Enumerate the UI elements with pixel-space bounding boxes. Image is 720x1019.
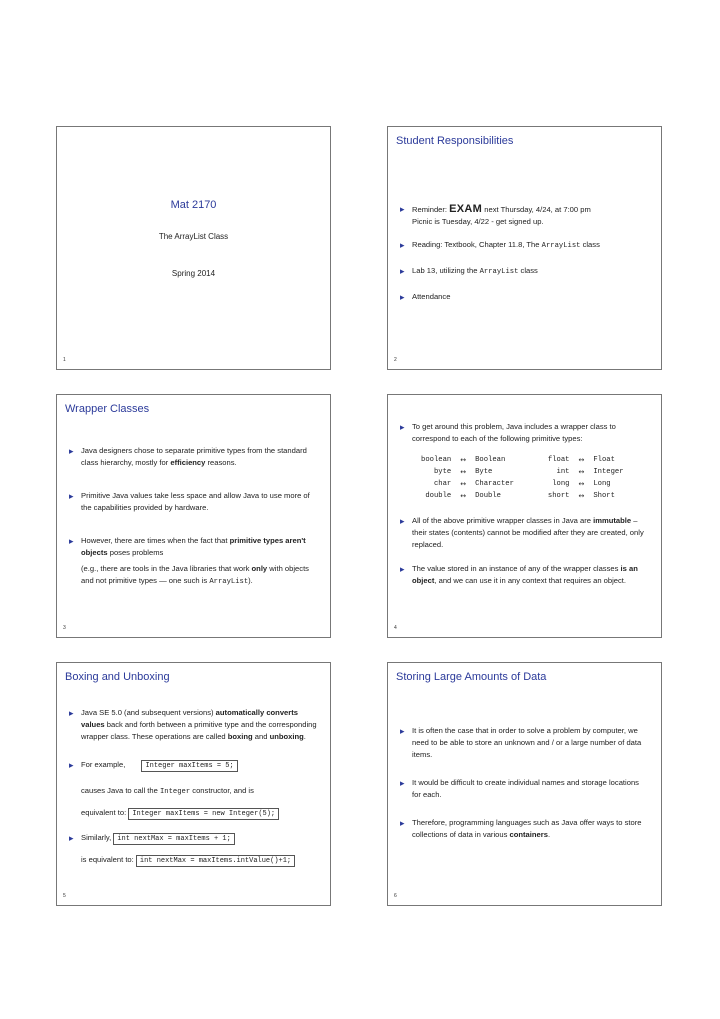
table-cell: double <box>425 492 452 500</box>
bullet-item: ▸ However, there are times when the fact that primitive types aren't objects poses problems (e.g., there are tools in the Java libraries that work only with objects and not primitive types — one such is ArrayList). <box>67 535 318 588</box>
column-gap <box>517 478 545 490</box>
table-cell: long <box>552 480 570 488</box>
table-row <box>418 466 627 478</box>
exam-label: EXAM <box>449 203 483 215</box>
table-cell: Double <box>475 492 501 500</box>
slide-5 <box>56 662 331 906</box>
bullet-list <box>398 203 649 303</box>
bullet-item: ▸ Similarly, int nextMax = maxItems + 1; is equivalent to: int nextMax = maxItems.intValue()+1; <box>67 832 318 867</box>
slide-3 <box>56 394 331 638</box>
slide-number: 5 <box>63 893 66 899</box>
term-label: Spring 2014 <box>171 269 216 278</box>
bullet-list <box>67 707 318 867</box>
table-cell: Integer <box>593 468 624 476</box>
column-gap <box>517 490 545 502</box>
table-row <box>418 478 627 490</box>
slide-number: 2 <box>394 357 397 363</box>
table-row <box>418 454 627 466</box>
code-box: int nextMax = maxItems.intValue()+1; <box>136 855 295 867</box>
arrow-glyph: ↔ <box>578 456 585 464</box>
slide-number: 1 <box>63 357 66 363</box>
arrow-glyph: ↔ <box>578 480 585 488</box>
arrow-glyph: ↔ <box>460 492 467 500</box>
bullet-item: ▸ It is often the case that in order to solve a problem by computer, we need to be able to store an unknown and / or a large number of data items. <box>398 725 649 761</box>
table-cell: Character <box>475 480 514 488</box>
slide-number: 4 <box>394 625 397 631</box>
table-cell: Boolean <box>475 456 506 464</box>
bullet-item: ▸ Java designers chose to separate primitive types from the standard class hierarchy, mostly for efficiency reasons. <box>67 445 318 469</box>
bullet-item: ▸ Primitive Java values take less space and allow Java to use more of the capabilities provided by hardware. <box>67 490 318 514</box>
code-box: int nextMax = maxItems + 1; <box>113 833 234 845</box>
slide-title: Wrapper Classes <box>65 403 150 415</box>
slide-title: Student Responsibilities <box>396 135 514 147</box>
arrow-glyph: ↔ <box>578 468 585 476</box>
bullet-item: ▸ All of the above primitive wrapper classes in Java are immutable – their states (contents) cannot be modified after they are created, only replaced. <box>398 515 649 551</box>
bullet-item: ▸ Reading: Textbook, Chapter 11.8, The ArrayList class <box>398 239 649 252</box>
slide-6 <box>387 662 662 906</box>
bullet-item: ▸ Java SE 5.0 (and subsequent versions) automatically converts values back and forth between a primitive type and the corresponding wrapper class. These operations are called boxing and unboxing. <box>67 707 318 743</box>
slide-1 <box>56 126 331 370</box>
bullet-item: ▸ It would be difficult to create individual names and storage locations for each. <box>398 777 649 801</box>
table-cell: int <box>556 468 570 476</box>
slide-title: Boxing and Unboxing <box>65 671 170 683</box>
bullet-list <box>67 445 318 588</box>
bullet-item: ▸ Reminder: EXAM next Thursday, 4/24, at 7:00 pm Picnic is Tuesday, 4/22 - get signed up. <box>398 203 649 228</box>
table-cell: short <box>547 492 570 500</box>
bullet-list <box>398 725 649 841</box>
lecture-subtitle: The ArrayList Class <box>158 232 229 241</box>
table-cell: Long <box>593 480 611 488</box>
arrow-glyph: ↔ <box>460 456 467 464</box>
bullet-item: ▸ The value stored in an instance of any of the wrapper classes is an object, and we can use it in any context that requires an object. <box>398 563 649 587</box>
table-cell: Float <box>593 456 615 464</box>
bullet-item: ▸ To get around this problem, Java includes a wrapper class to correspond to each of the following primitive types: <box>398 421 649 445</box>
table-cell: byte <box>433 468 452 476</box>
slide-number: 3 <box>63 625 66 631</box>
course-title: Mat 2170 <box>170 199 217 211</box>
table-row <box>418 490 627 502</box>
slide-4 <box>387 394 662 638</box>
bullet-item: ▸ Lab 13, utilizing the ArrayList class <box>398 265 649 278</box>
table-cell: Byte <box>475 468 493 476</box>
slide-2 <box>387 126 662 370</box>
bullet-item: ▸ Attendance <box>398 291 649 303</box>
table-cell: float <box>547 456 570 464</box>
table-cell: boolean <box>421 456 452 464</box>
arrow-glyph: ↔ <box>578 492 585 500</box>
table-cell: Short <box>593 492 615 500</box>
code-box: Integer maxItems = new Integer(5); <box>128 808 279 820</box>
column-gap <box>517 454 545 466</box>
slide-title: Storing Large Amounts of Data <box>396 671 547 683</box>
column-gap <box>517 466 545 478</box>
arrow-glyph: ↔ <box>460 480 467 488</box>
bullet-list <box>398 515 649 587</box>
wrapper-class-table <box>418 454 627 502</box>
arrow-glyph: ↔ <box>460 468 467 476</box>
table-cell: char <box>433 480 452 488</box>
code-box: Integer maxItems = 5; <box>141 760 237 772</box>
bullet-item: ▸ For example, Integer maxItems = 5; causes Java to call the Integer constructor, and is equivalent to: Integer maxItems = new Integer(5); <box>67 759 318 820</box>
bullet-list <box>398 421 649 445</box>
bullet-item: ▸ Therefore, programming languages such as Java offer ways to store collections of data in various containers. <box>398 817 649 841</box>
slide-number: 6 <box>394 893 397 899</box>
